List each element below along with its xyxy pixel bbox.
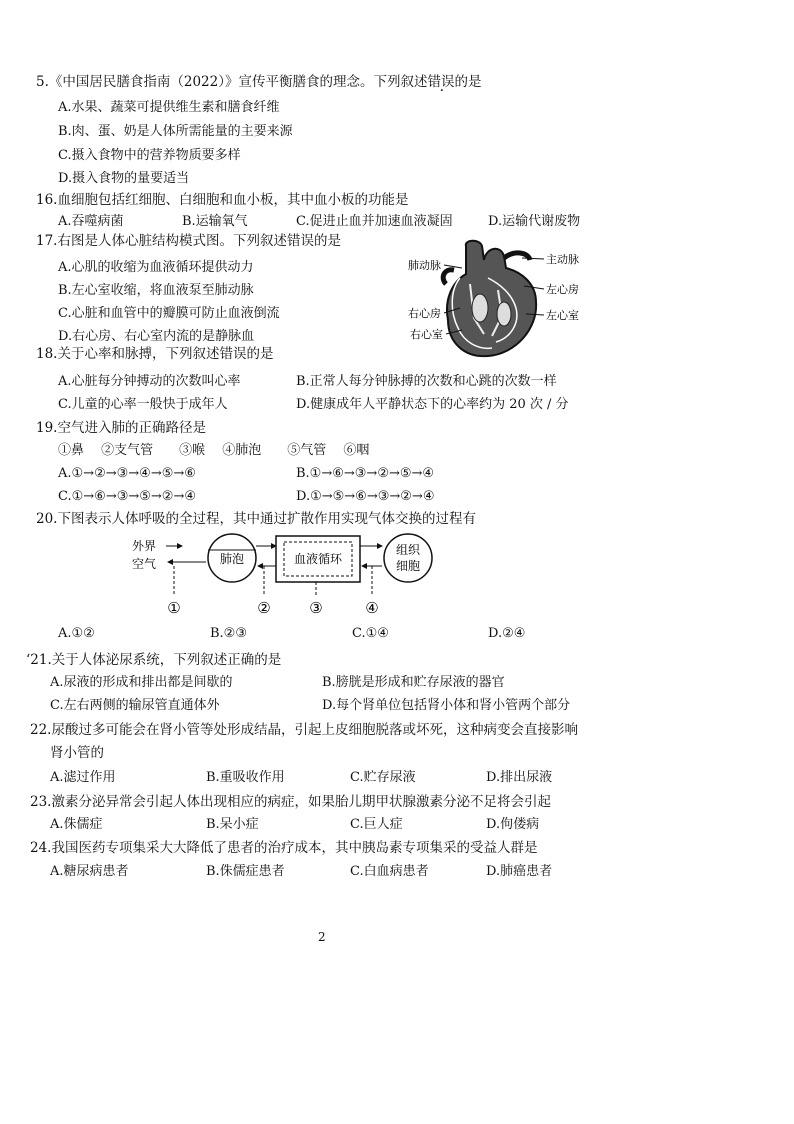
q22-option-a: A.滤过作用 [50, 770, 116, 785]
label-blood-circulation: 血液循环 [293, 552, 343, 566]
marker-2: ② [257, 599, 271, 617]
q22-option-b: B.重吸收作用 [206, 770, 285, 785]
q15-option-d: D.摄入食物的量要适当 [58, 171, 190, 186]
q15-option-a: A.水果、蔬菜可提供维生素和膳食纤维 [58, 100, 280, 115]
q23-option-c: C.巨人症 [350, 817, 403, 832]
q22-option-d: D.排出尿液 [486, 770, 553, 785]
question-16-stem: 16.血细胞包括红细胞、白细胞和血小板，其中血小板的功能是 [36, 192, 409, 208]
question-17-stem: 17.右图是人体心脏结构模式图。下列叙述错误的是 [36, 233, 341, 249]
q24-option-b: B.侏儒症患者 [206, 864, 285, 879]
q23-option-d: D.佝偻病 [486, 817, 540, 832]
respiration-diagram [126, 532, 456, 624]
label-pulmonary-artery: 肺动脉 [408, 259, 441, 272]
label-right-atrium: 右心房 [408, 307, 441, 320]
q23-option-b: B.呆小症 [206, 817, 259, 832]
label-right-ventricle: 右心室 [410, 328, 443, 341]
question-21-stem: ‘21.关于人体泌尿系统，下列叙述正确的是 [26, 652, 282, 668]
label-outside-air-2: 空气 [132, 557, 157, 571]
question-20-stem: 20.下图表示人体呼吸的全过程，其中通过扩散作用实现气体交换的过程有 [36, 511, 476, 527]
q20-option-d: D.②④ [488, 626, 526, 641]
q24-option-d: D.肺癌患者 [486, 864, 553, 879]
label-alveoli: 肺泡 [219, 552, 245, 566]
tissue-cell-circle [384, 534, 432, 582]
label-left-atrium: 左心房 [546, 283, 579, 296]
question-22-stem-line1: 22.尿酸过多可能会在肾小管等处形成结晶，引起上皮细胞脱落或坏死，这种病变会直接影响 [30, 722, 578, 738]
q20-option-c: C.①④ [352, 626, 389, 641]
q17-option-c: C.心脏和血管中的瓣膜可防止血液倒流 [58, 306, 280, 321]
q18-option-a: A.心脏每分钟搏动的次数叫心率 [58, 374, 241, 389]
question-23-stem: 23.激素分泌异常会引起人体出现相应的病症，如果胎儿期甲状腺激素分泌不足将会引起 [30, 794, 551, 810]
q19-option-d: D.①→⑤→⑥→③→②→④ [296, 489, 435, 504]
question-22-stem-line2: 肾小管的 [50, 745, 104, 761]
q16-option-a: A.吞噬病菌 [58, 214, 124, 229]
q23-option-a: A.侏儒症 [50, 817, 103, 832]
question-18-stem: 18.关于心率和脉搏，下列叙述错误的是 [36, 346, 274, 362]
q24-option-c: C.白血病患者 [350, 864, 429, 879]
label-outside-air-1: 外界 [132, 539, 157, 553]
q17-option-a: A.心肌的收缩为血液循环提供动力 [58, 260, 254, 275]
q21-option-a: A.尿液的形成和排出都是间歇的 [50, 675, 233, 690]
q20-option-a: A.①② [58, 626, 95, 641]
q22-option-c: C.贮存尿液 [350, 770, 416, 785]
label-left-ventricle: 左心室 [546, 309, 579, 322]
q16-option-d: D.运输代谢废物 [488, 214, 581, 229]
question-24-stem: 24.我国医药专项集采大大降低了患者的治疗成本，其中胰岛素专项集采的受益人群是 [30, 840, 538, 856]
q15-option-c: C.摄入食物中的营养物质要多样 [58, 148, 241, 163]
label-tissue-1: 组织 [395, 543, 421, 557]
q15-option-b: B.肉、蛋、奶是人体所需能量的主要来源 [58, 124, 293, 139]
marker-1: ① [167, 599, 181, 617]
q24-option-a: A.糖尿病患者 [50, 864, 129, 879]
q20-option-b: B.②③ [210, 626, 247, 641]
q21-option-d: D.每个肾单位包括肾小体和肾小管两个部分 [322, 698, 571, 713]
q21-option-b: B.膀胱是形成和贮存尿液的器官 [322, 675, 505, 690]
q16-option-b: B.运输氧气 [182, 214, 248, 229]
q21-option-c: C.左右两侧的输尿管直通体外 [50, 698, 220, 713]
marker-4: ④ [365, 599, 379, 617]
heart-diagram [404, 238, 594, 360]
label-aorta: 主动脉 [546, 253, 579, 266]
q19-items: ①鼻 ②支气管 ③喉 ④肺泡 ⑤气管 ⑥咽 [58, 443, 370, 458]
q18-option-d: D.健康成年人平静状态下的心率约为 20 次 / 分 [296, 397, 569, 412]
q19-option-b: B.①→⑥→③→②→⑤→④ [296, 466, 435, 481]
q17-option-b: B.左心室收缩，将血液泵至肺动脉 [58, 283, 254, 298]
marker-3: ③ [309, 599, 323, 617]
page-number: 2 [318, 930, 326, 944]
question-15-stem: 5.《中国居民膳食指南（2022）》宣传平衡膳食的理念。下列叙述错误的是 [36, 74, 482, 90]
label-tissue-2: 细胞 [395, 559, 421, 573]
q19-option-a: A.①→②→③→④→⑤→⑥ [58, 466, 196, 481]
question-19-stem: 19.空气进入肺的正确路径是 [36, 420, 206, 436]
q18-option-c: C.儿童的心率一般快于成年人 [58, 397, 228, 412]
q16-option-c: C.促进止血并加速血液凝固 [296, 214, 453, 229]
q18-option-b: B.正常人每分钟脉搏的次数和心跳的次数一样 [296, 374, 557, 389]
q17-option-d: D.右心房、右心室内流的是静脉血 [58, 329, 255, 344]
q19-option-c: C.①→⑥→③→⑤→②→④ [58, 489, 197, 504]
